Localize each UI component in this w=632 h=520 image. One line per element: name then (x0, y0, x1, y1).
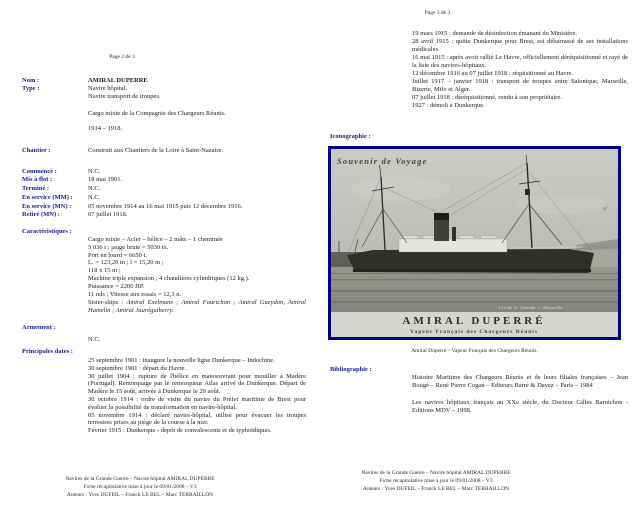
postcard-overlay-title: Souvenir de Voyage (337, 156, 428, 166)
text-line: Fiche récapitulative mise à jour le 09/01/2008 – V3 (379, 477, 493, 484)
text-line: Février 1915 : Dunkerque - dépôt de convalescents et de typhoïdiques. (88, 427, 272, 435)
photo-caption: Amiral Duperré – Vapeur Français des Chargeurs Réunis. (411, 348, 538, 354)
text-line: Histoire Maritime des Chargeurs Réunis et de leurs filiales françaises – Jean Bougé – René Pierre Cogan – Editeurs Barré & Dayez – Paris – 1984 (412, 374, 628, 389)
page-3 (316, 0, 632, 520)
field-label-commence: Commencé : (22, 168, 57, 175)
field-label-armement: Armement : (22, 324, 56, 331)
sister-ships-names: Amiral Exelmans ; Amiral Fourichon ; Amiral Gueydon, Amiral Hamelin ; Amiral Jauréguiberry. (88, 299, 306, 314)
principales-dates-paragraphs (88, 357, 306, 435)
text-line: 12 décembre 1916 au 07 juillet 1918 : réquisitionné au Havre. (412, 70, 574, 77)
field-label-type: Type : (22, 85, 40, 92)
page-number-right: Page 3 de 3 (424, 10, 451, 16)
postcard-photo-credit: Cliché G. Guende — Marseille (499, 305, 563, 310)
field-value-service-mm: N.C. (88, 194, 101, 201)
bibliographie-paragraphs (412, 374, 628, 424)
text-line: Navire transport de troupes. (88, 92, 161, 100)
ship-photo-illustration (331, 149, 618, 337)
text-line: Puissance = 2200 HP. (88, 282, 145, 290)
text-line: 25 septembre 1901 : inaugure la nouvelle ligne Dunkerque – Indochine. (88, 357, 275, 364)
text-line: 11 nds ; Vitesse aux essais = 12,3 n. (88, 290, 182, 298)
text-line: Port en lourd = 6650 t. (88, 251, 147, 259)
text-line: 19 mars 1915 : demande de désinfection émanant du Ministère. (412, 30, 577, 37)
text-line: Navire hôpital. (88, 85, 127, 92)
text-line: 5 036 t ; jauge brute = 5030 tx. (88, 243, 169, 251)
text-line: Cargo mixte – Acier – hélice – 2 mâts – 1 cheminée (88, 236, 223, 243)
field-label-retire: Retiré (MN) : (22, 211, 60, 218)
text-line: Navires de la Grande Guerre – Navire hôpital AMIRAL DUPERRE (361, 470, 511, 476)
text-line: 30 septembre 1901 : départ du Havre. (88, 364, 187, 372)
field-value-service-mn: 05 novembre 1914 au 16 mai 1915 puis 12 décembre 1916. (88, 203, 243, 210)
text-line: 05 novembre 1914 : déclaré navire-hôpital, utilisé pour évacuer les troupes terrestres prises au piège de la course à la mer. (88, 411, 306, 427)
text-line: 28 avril 1915 : quitte Dunkerque pour Brest, est débarrassé de ses installations médicales. (412, 38, 628, 53)
field-label-chantier: Chantier : (22, 147, 51, 154)
field-label-caracteristiques: Caractéristiques : (22, 228, 72, 235)
dates-continuation-paragraphs (412, 30, 628, 110)
text-line: Juillet 1917 – janvier 1918 : transport de troupes entre Salonique, Marseille, Bizerte, Milo et Alger. (412, 78, 628, 93)
field-label-principales-dates: Principales dates : (22, 348, 73, 355)
text-line: L. = 123,20 m ; l = 15,20 m ; (88, 259, 164, 267)
field-value-commence: N.C. (88, 168, 101, 175)
field-value-caracteristiques (88, 236, 306, 298)
postcard-ship-name: AMIRAL DUPERRÉ (402, 315, 546, 327)
postcard-ship-subtitle: Vapeur Français des Chargeurs Réunis (410, 329, 538, 335)
text-line: Les navires hôpitaux français au XXe siècle, du Docteur Gilles Barnichon - Editions MDV – 1998. (412, 399, 628, 414)
field-value-type (88, 85, 306, 101)
field-label-iconographie: Iconographie : (330, 133, 371, 140)
field-label-nom: Nom : (22, 77, 40, 84)
field-value-nom: AMIRAL DUPERRE (88, 77, 148, 84)
text-line: 07 juillet 1918 : déréquisitionné, rendu à son propriétaire. (412, 94, 562, 101)
field-label-service-mn: En service (MN) : (22, 203, 72, 210)
field-value-retire: 07 juillet 1918. (88, 211, 128, 218)
field-value-type-years: 1914 – 1918. (88, 125, 123, 132)
field-value-armement: N.C. (88, 336, 101, 343)
text-line: 30 octobre 1914 : ordre de visite du navire du Préfet maritime de Brest pour évaluer la possibilité de transformation en navire-hôpital. (88, 395, 306, 411)
text-line: Auteurs : Yves DUFEIL – Franck LE BEL – Marc TERRAILLON (66, 491, 214, 498)
field-label-termine: Terminé : (22, 185, 50, 192)
text-line: Auteurs : Yves DUFEIL – Franck LE BEL – Marc TERRAILLON (362, 485, 510, 492)
page-footer-left (28, 476, 252, 499)
postcard-photo (328, 146, 621, 340)
text-line: Navires de la Grande Guerre – Navire hôpital AMIRAL DUPERRE (65, 476, 215, 482)
text-line: Fiche récapitulative mise à jour le 09/01/2008 – V3 (83, 483, 197, 490)
page-number-left: Page 2 de 3 (109, 54, 135, 60)
field-value-termine: N.C. (88, 185, 101, 192)
sister-ships-line (88, 299, 306, 315)
field-label-bibliographie: Bibliographie : (330, 366, 372, 373)
field-value-chantier: Construit aux Chantiers de la Loire à Saint-Nazaire. (88, 147, 224, 154)
text-line: 118 x 15 m ; (88, 267, 121, 275)
text-line: 1927 : démoli à Dunkerque. (412, 102, 485, 109)
text-line: Machine triple expansion ; 4 chaudières cylindriques (12 kg.). (88, 274, 250, 282)
field-value-type-cargo: Cargo mixte de la Compagnie des Chargeurs Réunis. (88, 110, 226, 117)
page-footer-right (330, 470, 542, 493)
field-label-mis-a-flot: Mis à flot : (22, 176, 53, 183)
field-value-mis-a-flot: 18 mai 1901. (88, 176, 123, 183)
text-line: 16 mai 1915 : après avoir rallié Le Havre, officiellement déréquisitionné et rayé de la liste des navires-hôpitaux. (412, 54, 628, 69)
sister-ships-prefix: Sister-ships : (88, 299, 127, 306)
field-label-service-mm: En service (MM) : (22, 194, 73, 201)
text-line: 30 juillet 1904 : rupture de l'hélice en manoeuvrant pour mouiller à Madère (Portugal). Remorquage par le remorqueur Atlas arrivé de Dunkerque. Départ de Madère le 15 août, arrivée à Dunkerque le 29 août. (88, 372, 306, 396)
